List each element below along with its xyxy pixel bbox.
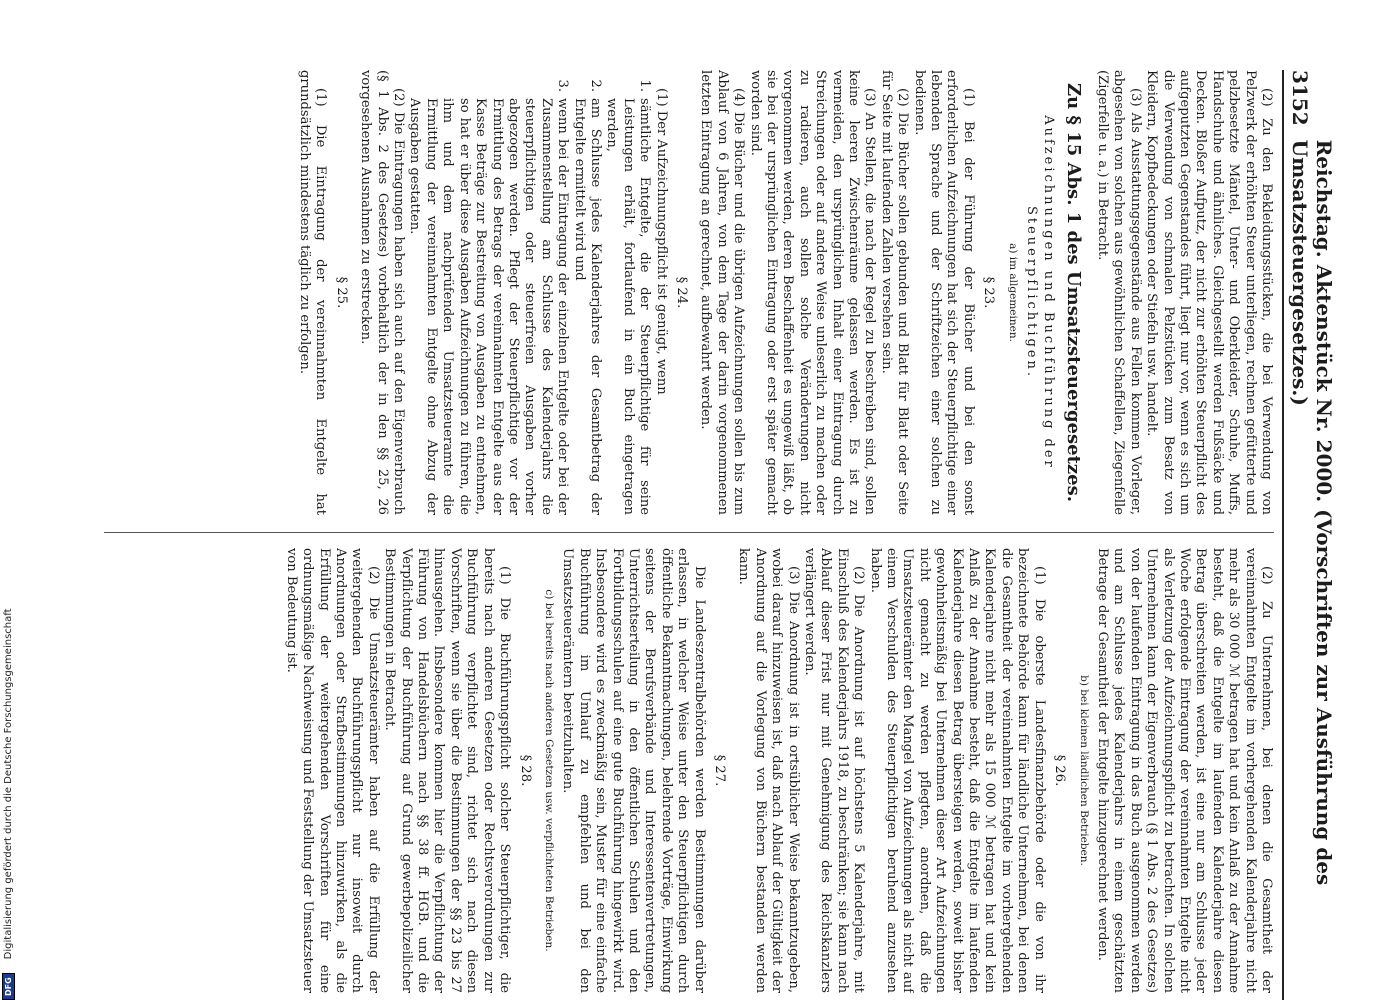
list-item <box>406 70 570 515</box>
header-title: Reichstag. Aktenstück Nr. 2000. (Vorschriften zur Ausführung des Umsatzsteuergesetzes.) <box>1288 139 1336 886</box>
list-item <box>603 70 652 515</box>
subheading-a: a) im allgemeinen. <box>1006 243 1019 342</box>
paragraph-heading-23: § 23. <box>981 276 997 309</box>
paragraph: (2) Zu Unternehmen, bei denen die Gesamtheit der vereinnahmten Entgelte im vorhergehenden Kalenderjahre nicht mehr als 30 000 ℳ betragen hat und kein Anlaß zu der Annahme besteht, daß die Entgelte im laufenden Kalenderjahre diesen Betrag überschreiten werden, ist eine nur am Schlusse jeder Woche erfolgende Eintragung der vereinnahmten Entgelte nicht als Verletzung der Aufzeichnungspflicht zu betrachten. In solchen Unternehmen kann der Eigenverbrauch (§ 1 Abs. 2 des Gesetzes) von der laufenden Eintragung in das Buch ausgenommen werden und am Schlusse jedes Kalenderjahrs in einem geschätzten Betrage der Gesamtheit der Entgelte hinzugerechnet werden. <box>1094 548 1274 993</box>
list-text: am Schlusse jedes Kalenderjahres der Gesamtbetrag der Entgelte ermittelt wird und <box>571 98 603 515</box>
digitization-text: Digitalisierung gefördert durch die Deutsche Forschungsgemeinschaft <box>2 608 14 960</box>
subheading-c: c) bei bereits nach anderen Gesetzen usw. verpflichteten Betrieben. <box>542 589 555 952</box>
section-subtitle: Aufzeichnungen und Buchführung der Steuerpflichtigen. <box>1024 115 1056 470</box>
subheading-b: b) bei kleinen ländlichen Betrieben. <box>1077 675 1090 866</box>
paragraph-heading-24: § 24. <box>674 276 689 309</box>
running-header <box>1282 70 1336 1000</box>
paragraph: (2) Zu den Bekleidungsstücken, die bei Verwendung von Pelzwerk der erhöhten Steuer unterliegen, rechnen gefütterte und pelzbesetzte Mäntel, Unter- und Oberkleider, Schuhe, Muffs, Handschuhe und ähnliches. Gleichgestellt werden Fußsäcke und Decken. Bloßer Aufputz, der nicht zur erhöhten Steuerpflicht des aufgeputzten Gegenstandes führt, liegt nur vor, wenn es sich um die Verwendung von schmalen Pelzstücken zum Besatz von Kleidern, Kopfbedeckungen oder Stiefeln usw. handelt. <box>1144 70 1274 515</box>
paragraph-heading-28: § 28. <box>517 754 533 787</box>
paragraph: (2) Die Umsatzsteuerämter haben auf die Erfüllung der weitergehenden Buchführungspflicht nur insoweit durch Anordnungen oder Strafbestimmungen hinzuwirken, als die Erfüllung der weitergehenden Vorschriften für eine ordnungsmäßige Nachweisung und Feststellung der Umsatzsteuer von Bedeutung ist. <box>283 548 381 993</box>
list-number: 3. <box>555 79 571 92</box>
list-item <box>570 70 603 515</box>
list-number: 1. <box>637 79 653 92</box>
paragraph: Die Landeszentralbehörden werden Bestimmungen darüber erlassen, in welcher Weise unter den Steuerpflichtigen durch öffentliche Bekanntmachungen, belehrende Vorträge, Einwirkung seitens der Berufsverbände und Interessentenvertretungen, Unterrichtserteilung in den öffentlichen Schulen und den Fortbildungsschulen auf eine gute Buchführung hingewirkt wird. Insbesondere wird es zweckmäßig sein, Muster für eine einfache Buchführung im Umlauf zu empfehlen und bei den Umsatzsteuerämtern bereitzuhalten. <box>560 548 707 993</box>
paragraph: (1) Die Eintragung der vereinnahmten Entgelte hat grundsätzlich mindestens täglich zu erfolgen. <box>297 70 329 515</box>
dfg-logo: DFG <box>2 973 15 1000</box>
page-number: 3152 <box>1288 70 1312 126</box>
section-title: Zu § 15 Abs. 1 des Umsatzsteuergesetzes. <box>1062 83 1084 502</box>
column-divider <box>104 532 1274 533</box>
paragraph: (1) Die oberste Landesfinanzbehörde oder die von ihr bezeichnete Behörde kann für ländliche Unternehmen, bei denen die Gesamtheit der vereinnahmten Entgelte im vorhergehenden Kalenderjahre nicht mehr als 15 000 ℳ betragen hat und kein Anlaß zu der Annahme besteht, daß die Entgelte im laufenden Kalenderjahre diesen Betrag übersteigen werden, soweit bisher gewohnheitsmäßig bei Unternehmen dieser Art Aufzeichnungen nicht gemacht zu werden pflegten, anordnen, daß die Umsatzsteuerämter den Mangel von Aufzeichnungen als nicht auf einem Verschulden des Steuerpflichtigen beruhend anzusehen haben. <box>867 548 1047 993</box>
list-text: wenn bei der Eintragung der einzelnen Entgelte oder bei der Zusammenstellung am Schlusse des Kalenderjahrs die steuerpflichtigen oder steuerfreien Ausgaben vorher abgezogen werden. Pflegt der Steuerpflichtige vor der Ermittlung des Betrags der vereinnahmten Entgelte aus der Kasse Beträge zur Bestreitung von Ausgaben zu entnehmen, so hat er über diese Ausgaben Aufzeichnungen zu führen, die ihm und dem nachprüfenden Umsatzsteueramte die Ermittlung der vereinnahmten Entgelte ohne Abzug der Ausgaben gestatten. <box>407 98 571 515</box>
paragraph: (2) Die Eintragungen haben sich auch auf den Eigenverbrauch (§ 1 Abs. 2 des Gesetzes) vorbehaltlich der in den §§ 25, 26 vorgesehenen Ausnahmen zu erstrecken. <box>358 70 407 515</box>
digitization-note <box>0 0 16 1000</box>
paragraph: (3) Die Anordnung ist in ortsüblicher Weise bekanntzugeben, wobei darauf hinzuweisen ist, daß nach Ablauf der Gültigkeit der Anordnung auf die Vorlegung von Büchern bestanden werden kann. <box>736 548 801 993</box>
paragraph: (2) Die Bücher sollen gebunden und Blatt für Blatt oder Seite für Seite mit laufenden Zahlen versehen sein. <box>878 70 911 515</box>
list-number: 2. <box>587 79 603 92</box>
list-text: sämtliche Entgelte, die der Steuerpflichtige für seine Leistungen erhält, fortlaufend in ein Buch eingetragen werden, <box>604 98 653 515</box>
paragraph: (1) Bei der Führung der Bücher und bei den sonst erforderlichen Aufzeichnungen hat sich der Steuerpflichtige einer lebenden Sprache und der Schriftzeichen einer solchen zu bedienen. <box>911 70 976 515</box>
paragraph: (4) Die Bücher und die übrigen Aufzeichnungen sollen bis zum Ablauf von 6 Jahren, von dem Tage der darin vorgenommenen letzten Eintragung an gerechnet, aufbewahrt werden. <box>698 70 747 515</box>
paragraph-heading-26: § 26. <box>1052 754 1068 787</box>
paragraph: (3) Als Ausstattungsgegenstände aus Fellen kommen Vorleger, abgesehen von solchen aus gewöhnlichen Schaffellen, Ziegenfelle (Zigerfelle u. a.) in Betracht. <box>1094 70 1143 515</box>
paragraph-heading-27: § 27. <box>712 754 727 787</box>
rotated-page <box>80 70 1336 1000</box>
left-column <box>94 70 1274 515</box>
paragraph: (2) Die Anordnung ist auf höchstens 5 Kalenderjahre, mit Einschluß des Kalenderjahrs 1918, zu beschränken; sie kann nach Ablauf dieser Frist nur mit Genehmigung des Reichskanzlers verlängert werden. <box>802 548 867 993</box>
paragraph-heading-25: § 25. <box>333 276 349 309</box>
paragraph: (1) Der Aufzeichnungspflicht ist genügt, wenn <box>653 88 669 395</box>
right-column <box>94 548 1274 993</box>
paragraph: (3) An Stellen, die nach der Regel zu beschreiben sind, sollen keine leeren Zwischenräume gelassen werden. Es ist zu vermeiden, den ursprünglichen Inhalt einer Eintragung durch Streichungen oder auf andere Weise unleserlich zu machen oder zu radieren, auch sollen solche Veränderungen nicht vorgenommen werden, deren Beschaffenheit es ungewiß läßt, ob sie bei der ursprünglichen Eintragung oder erst später gemacht worden sind. <box>747 70 878 515</box>
paragraph: (1) Die Buchführungspflicht solcher Steuerpflichtiger, die bereits nach anderen Gesetzen oder Rechtsverordnungen zur Buchführung verpflichtet sind, richtet sich nach diesen Vorschriften, wenn sie über die Bestimmungen der §§ 23 bis 27 hinausgehen. Insbesondere kommen hier die Verpflichtung der Führung von Handelsbüchern nach §§ 38 ff. HGB. und die Verpflichtung der Buchführung auf Grund gewerbepolizeilicher Bestimmungen in Betracht. <box>382 548 513 993</box>
